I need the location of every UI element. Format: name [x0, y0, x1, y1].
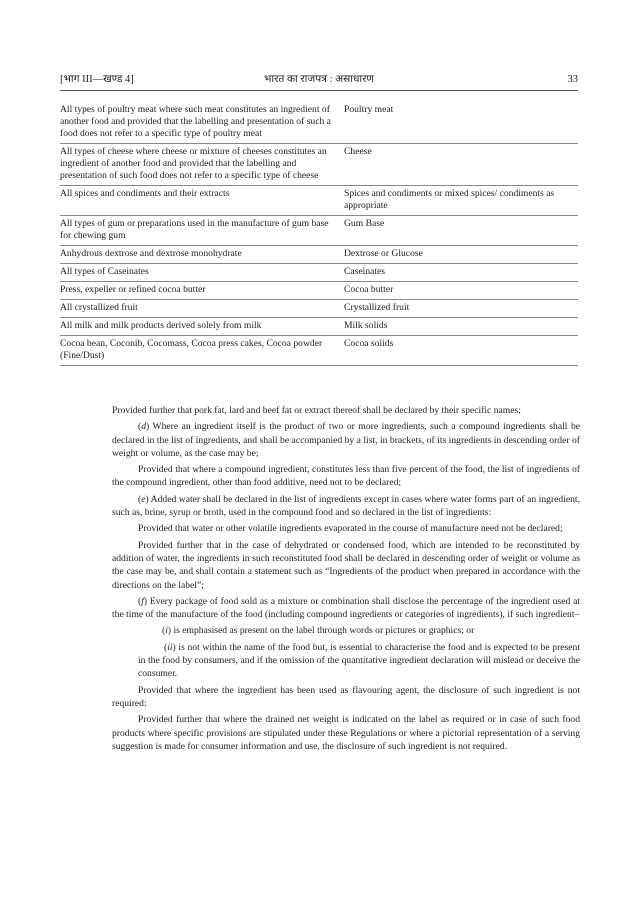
class-name-cell: Dextrose or Glucose	[344, 248, 423, 259]
paragraph: (i) is emphasised as present on the label through words or pictures or graphics; or	[162, 625, 475, 637]
table-row	[60, 300, 578, 318]
paragraph: Provided further that where the drained net weight is indicated on the label as required or in case of such food products where specific provisions are stipulated under these Regulations or where a pictorial representation of a serving suggestion is made for consumer information and use, the disclosure of such ingredient is not required.	[112, 714, 580, 752]
paragraph: Provided further that in the case of dehydrated or condensed food, which are intended to be reconstituted by addition of water, the ingredients in such reconstituted food shall be declared in descending order of weight or volume as the case may be, and shall contain a statement such as “Ingredients of the product when prepared in accordance with the directions on the label”;	[112, 539, 580, 591]
class-name-cell: Crystallized fruit	[344, 302, 410, 313]
paragraph: Provided that water or other volatile ingredients evaporated in the course of manufacture need not be declared;	[138, 523, 563, 535]
paragraph: (d) Where an ingredient itself is the product of two or more ingredients, such a compound ingredients shall be declared in the list of ingredients, and shall be accompanied by a list, in brackets, of its ingredients in descending order of weight or volume, as the case may be;	[112, 421, 580, 459]
page-number: 33	[567, 73, 578, 85]
table-row	[60, 282, 578, 300]
regulation-text	[112, 404, 580, 756]
ingredient-name-cell: Anhydrous dextrose and dextrose monohydrate	[60, 248, 242, 259]
class-name-cell: Gum Base	[344, 218, 385, 229]
table-row	[60, 264, 578, 282]
class-name-cell: Poultry meat	[344, 104, 394, 115]
ingredient-name-cell: All spices and condiments and their extracts	[60, 188, 230, 199]
class-name-cell: Spices and condiments or mixed spices/ condiments as appropriate	[344, 188, 555, 211]
table-row	[60, 102, 578, 144]
paragraph: (f) Every package of food sold as a mixture or combination shall disclose the percentage of the ingredient used at the time of the manufacture of the food (including compound ingredients or categories of ingredients), if such ingredient–	[112, 595, 580, 621]
header-rule	[60, 90, 578, 91]
ingredient-name-cell: All milk and milk products derived solely from milk	[60, 320, 262, 331]
table-row	[60, 246, 578, 264]
paragraph: Provided that where the ingredient has been used as flavouring agent, the disclosure of such ingredient is not required:	[112, 684, 580, 709]
table-row	[60, 318, 578, 336]
class-name-cell: Cocoa solids	[344, 338, 394, 349]
class-name-cell: Cheese	[344, 146, 372, 157]
table-row	[60, 336, 578, 366]
ingredient-name-cell: All types of Caseinates	[60, 266, 149, 277]
class-name-cell: Milk solids	[344, 320, 388, 331]
table-row	[60, 186, 578, 216]
class-name-cell: Cocoa butter	[344, 284, 394, 295]
paragraph: Provided that where a compound ingredient, constitutes less than five percent of the food, the list of ingredients of the compound ingredient, other than food additive, need not to be declared;	[112, 464, 580, 489]
ingredient-name-cell: All types of poultry meat where such meat constitutes an ingredient of another food and provided that the labelling and presentation of such a food does not refer to a specific type of poultry meat	[60, 104, 331, 139]
gazette-title: भारत का राजपत्र : असाधारण	[263, 74, 375, 85]
table-row	[60, 144, 578, 186]
paragraph: (ii) is not within the name of the food but, is essential to characterise the food and is expected to be present in the food by consumers, and if the omission of the quantitative ingredient declaration will mislead or deceive the consumer.	[138, 641, 580, 680]
ingredient-name-cell: All types of gum or preparations used in the manufacture of gum base for chewing gum	[60, 218, 329, 241]
ingredient-class-table	[60, 102, 578, 366]
ingredient-name-cell: Cocoa bean, Coconib, Cocomass, Cocoa press cakes, Cocoa powder (Fine/Dust)	[60, 338, 323, 361]
table-row	[60, 216, 578, 246]
header-part-label: [भाग III—खण्ड 4]	[60, 74, 134, 85]
ingredient-name-cell: All crystallized fruit	[60, 302, 138, 313]
class-name-cell: Caseinates	[344, 266, 386, 277]
page-header	[60, 72, 578, 86]
ingredient-name-cell: All types of cheese where cheese or mixture of cheeses constitutes an ingredient of another food and provided that the labelling and presentation of such food does not refer to a specific type of cheese	[60, 146, 327, 181]
paragraph: (e) Added water shall be declared in the list of ingredients except in cases where water forms part of an ingredient, such as, brine, syrup or broth, used in the compound food and so declared in the list of ingredients:	[112, 493, 580, 519]
ingredient-name-cell: Press, expeller or refined cocoa butter	[60, 284, 206, 295]
paragraph: Provided further that pork fat, lard and beef fat or extract thereof shall be declared by their specific names;	[112, 405, 521, 416]
